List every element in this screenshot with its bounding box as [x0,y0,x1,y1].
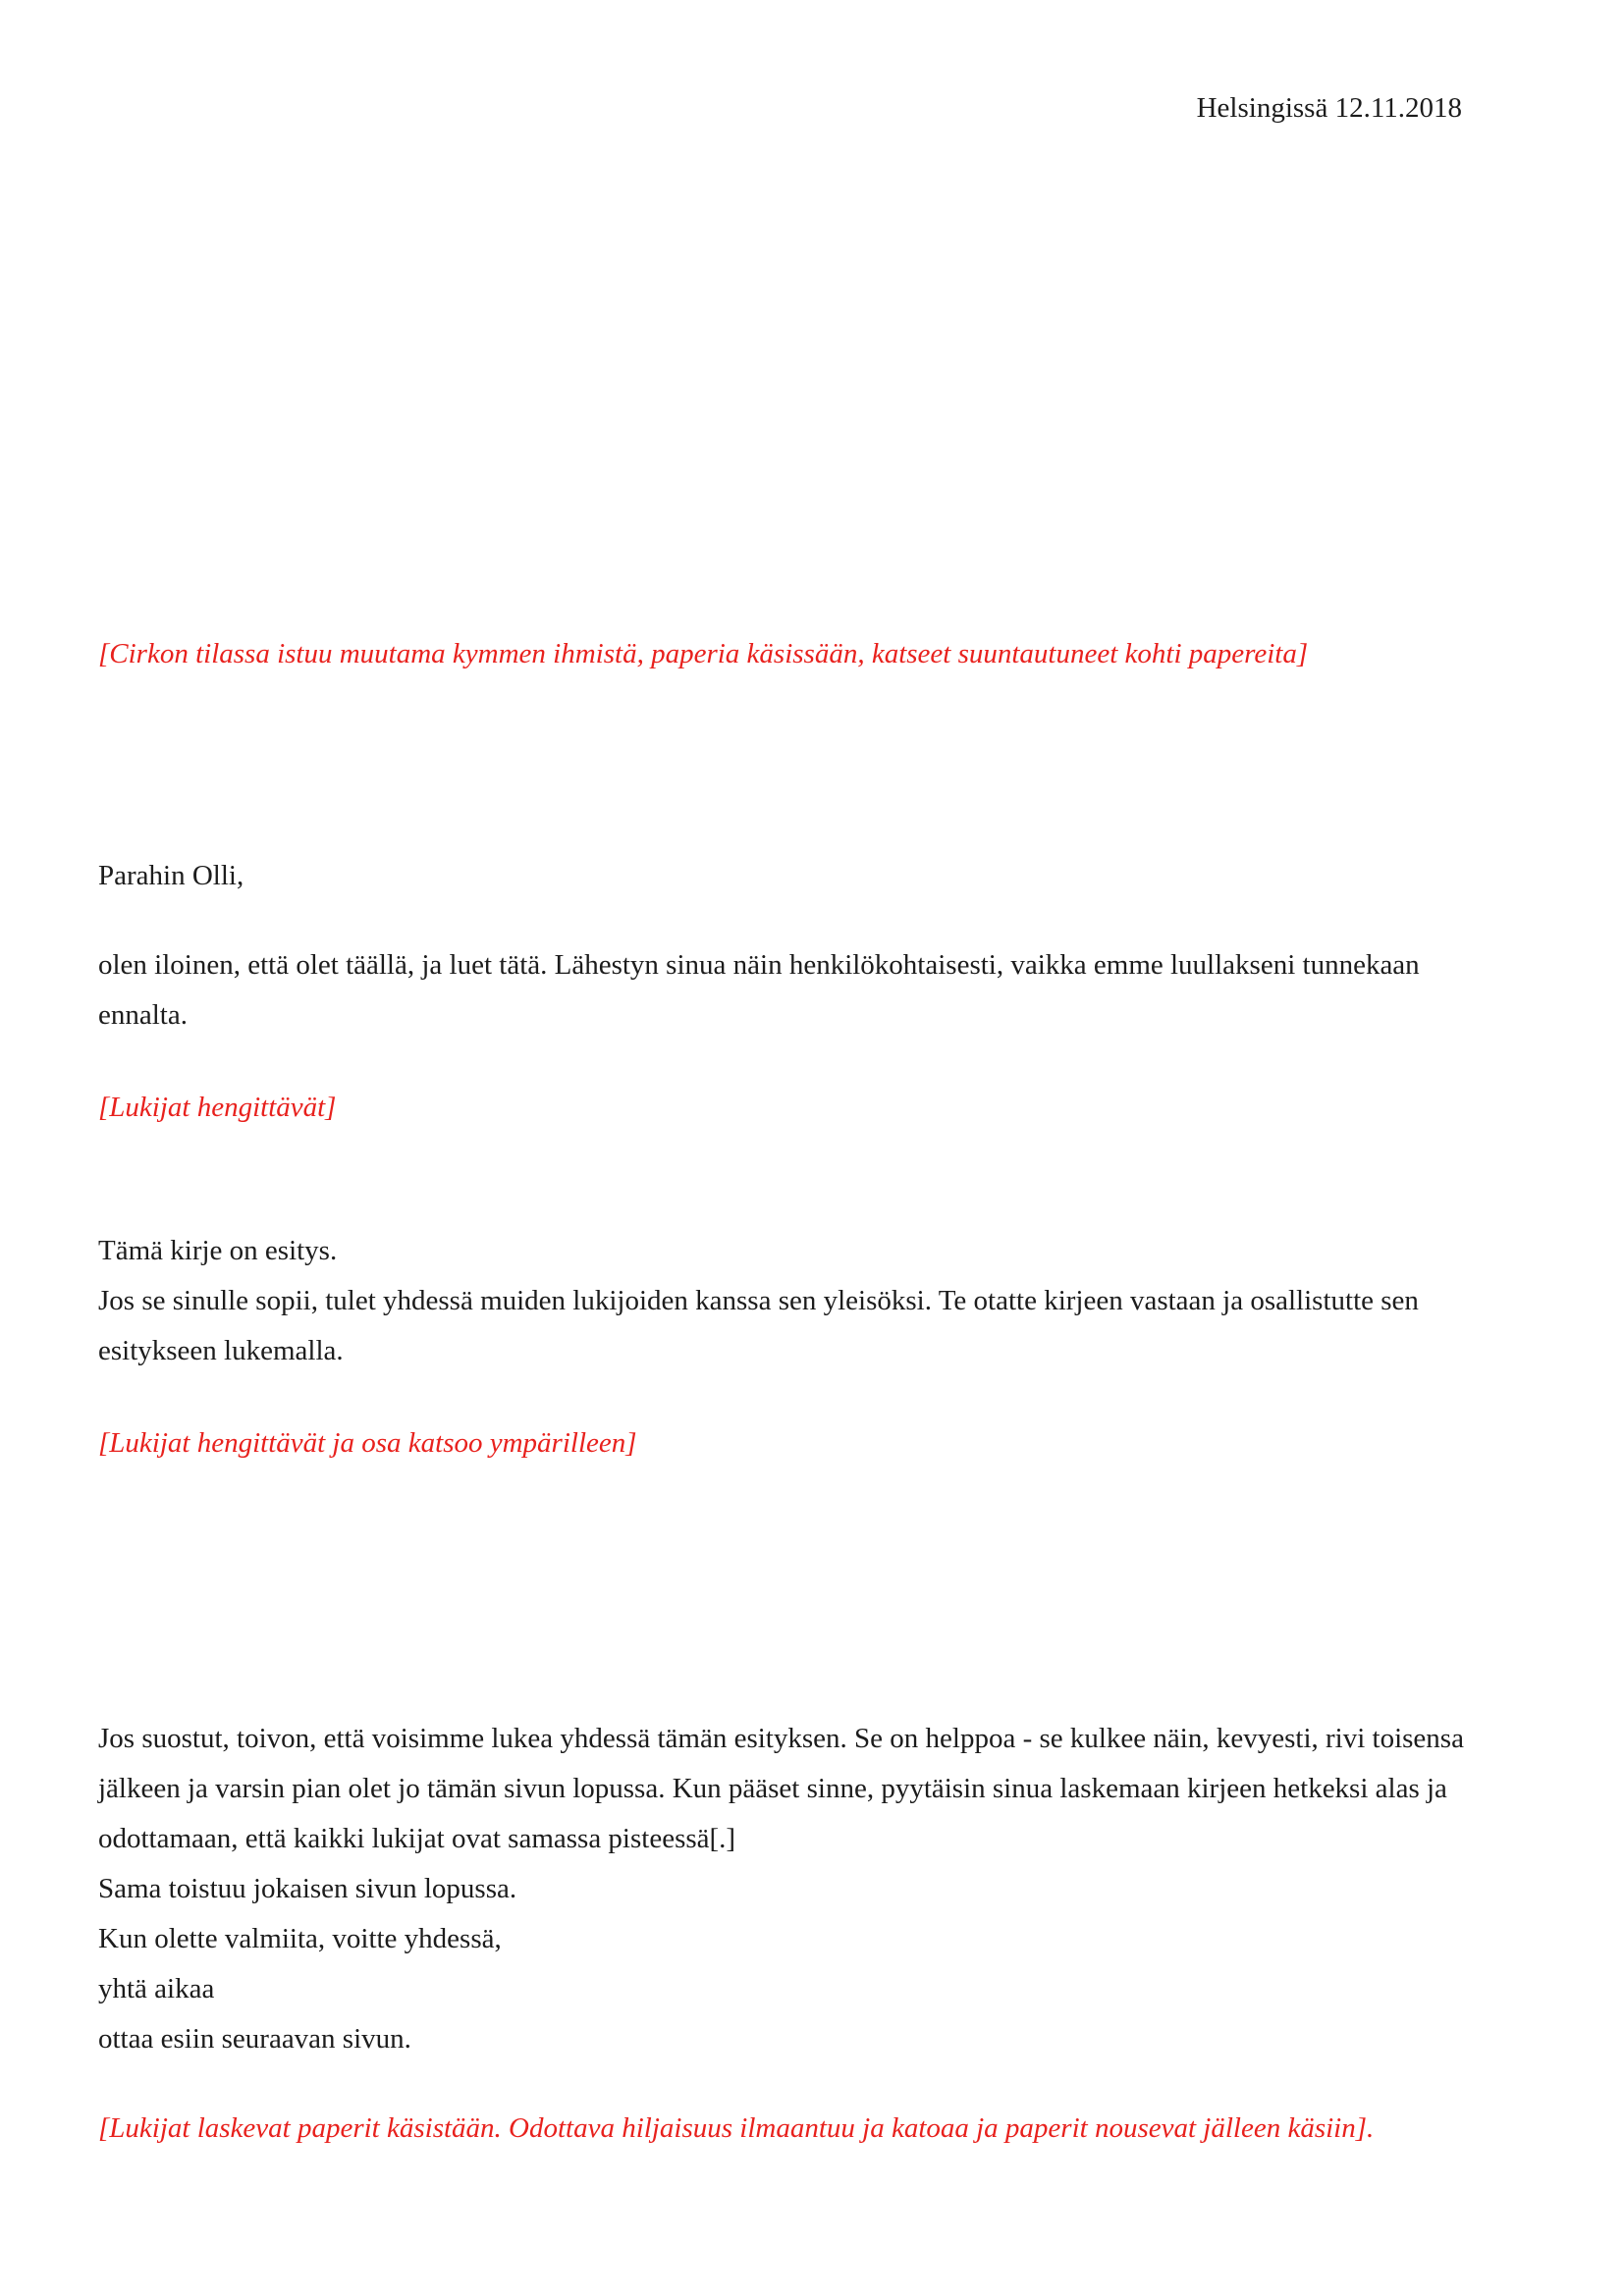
stage-direction-breathe: [Lukijat hengittävät] [98,1092,337,1123]
line-sama-toistuu: Sama toistuu jokaisen sivun lopussa. [98,1873,517,1904]
paragraph-yleiso: Jos se sinulle sopii, tulet yhdessä muiden lukijoiden kanssa sen yleisöksi. Te otatte kirjeen vastaan ja osallistutte sen esitykseen lukemalla. [98,1285,1419,1366]
paragraph-esitys-block [98,1226,1467,1376]
line-esitys: Tämä kirje on esitys. [98,1235,338,1266]
stage-direction-breathe-look: [Lukijat hengittävät ja osa katsoo ympärilleen] [98,1427,637,1459]
salutation: Parahin Olli, [98,860,244,891]
date-line: Helsingissä 12.11.2018 [1196,92,1462,124]
line-kun-olette: Kun olette valmiita, voitte yhdessä, [98,1923,502,1954]
stage-direction-closing: [Lukijat laskevat paperit käsistään. Odottava hiljaisuus ilmaantuu ja katoaa ja paperit nousevat jälleen käsiin]. [98,2112,1375,2144]
paragraph-instructions-block [98,1714,1467,2064]
paragraph-instructions: Jos suostut, toivon, että voisimme lukea yhdessä tämän esityksen. Se on helppoa - se kulkee näin, kevyesti, rivi toisensa jälkeen ja varsin pian olet jo tämän sivun lopussa. Kun pääset sinne, pyytäisin sinua laskemaan kirjeen hetkeksi alas ja odottamaan, että kaikki lukijat ovat samassa pisteessä[.] [98,1723,1464,1854]
paragraph-intro: olen iloinen, että olet täällä, ja luet tätä. Lähestyn sinua näin henkilökohtaisesti, vaikka emme luullakseni tunnekaan ennalta. [98,949,1420,1031]
stage-direction-opening: [Cirkon tilassa istuu muutama kymmen ihmistä, paperia käsissään, katseet suuntautuneet kohti papereita] [98,638,1309,669]
line-ottaa-esiin: ottaa esiin seuraavan sivun. [98,2023,411,2055]
line-yhta-aikaa: yhtä aikaa [98,1973,215,2004]
